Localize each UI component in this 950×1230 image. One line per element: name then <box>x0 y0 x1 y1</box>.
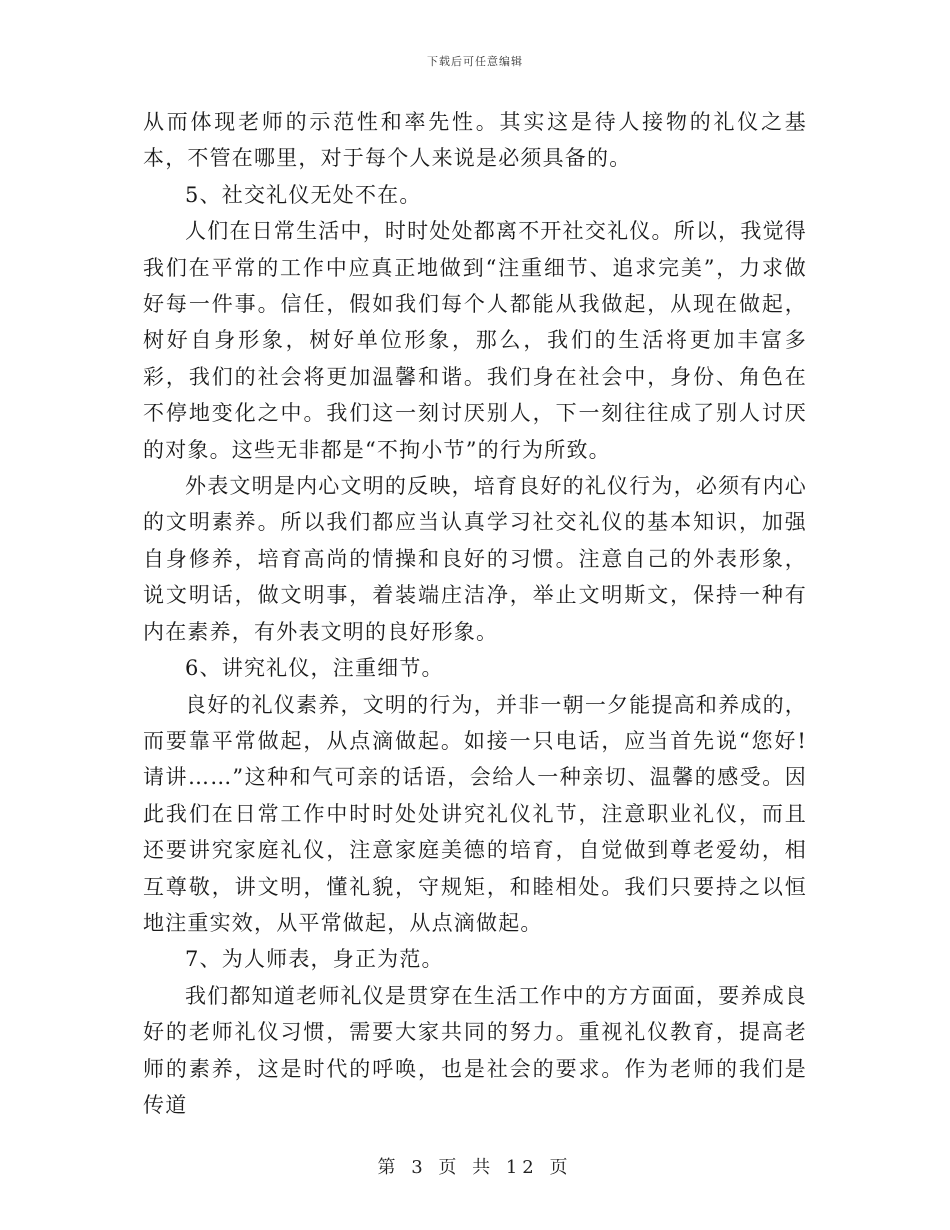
paragraph: 良好的礼仪素养，文明的行为，并非一朝一夕能提高和养成的，而要靠平常做起，从点滴做起。如接一只电话，应当首先说“您好!请讲……”这种和气可亲的话语，会给人一种亲切、温馨的感受。因此我们在日常工作中时时处处讲究礼仪礼节，注意职业礼仪，而且还要讲究家庭礼仪，注意家庭美德的培育，自觉做到尊老爱幼，相互尊敬，讲文明，懂礼貌，守规矩，和睦相处。我们只要持之以恒地注重实效，从平常做起，从点滴做起。 <box>143 692 807 935</box>
section-heading-7: 7、为人师表，身正为范。 <box>185 947 444 972</box>
header-note: 下载后可任意编辑 <box>427 55 523 68</box>
page-number-footer: 第 3 页 共 12 页 <box>377 1157 573 1178</box>
paragraph-continuation: 从而体现老师的示范性和率先性。其实这是待人接物的礼仪之基本，不管在哪里，对于每个人来说是必须具备的。 <box>143 110 807 171</box>
paragraph: 人们在日常生活中，时时处处都离不开社交礼仪。所以，我觉得我们在平常的工作中应真正地做到“注重细节、追求完美”，力求做好每一件事。信任，假如我们每个人都能从我做起，从现在做起，树好自身形象，树好单位形象，那么，我们的生活将更加丰富多彩，我们的社会将更加温馨和谐。我们身在社会中，身份、角色在不停地变化之中。我们这一刻讨厌别人，下一刻往往成了别人讨厌的对象。这些无非都是“不拘小节”的行为所致。 <box>143 219 807 462</box>
document-body <box>143 104 807 1123</box>
paragraph: 外表文明是内心文明的反映，培育良好的礼仪行为，必须有内心的文明素养。所以我们都应当认真学习社交礼仪的基本知识，加强自身修养，培育高尚的情操和良好的习惯。注意自己的外表形象，说文明话，做文明事，着装端庄洁净，举止文明斯文，保持一种有内在素养，有外表文明的良好形象。 <box>143 474 807 644</box>
section-heading-5: 5、社交礼仪无处不在。 <box>185 182 422 207</box>
paragraph: 我们都知道老师礼仪是贯穿在生活工作中的方方面面，要养成良好的老师礼仪习惯，需要大家共同的努力。重视礼仪教育，提高老师的素养，这是时代的呼唤，也是社会的要求。作为老师的我们是传道 <box>143 983 807 1117</box>
section-heading-6: 6、讲究礼仪，注重细节。 <box>185 656 444 681</box>
